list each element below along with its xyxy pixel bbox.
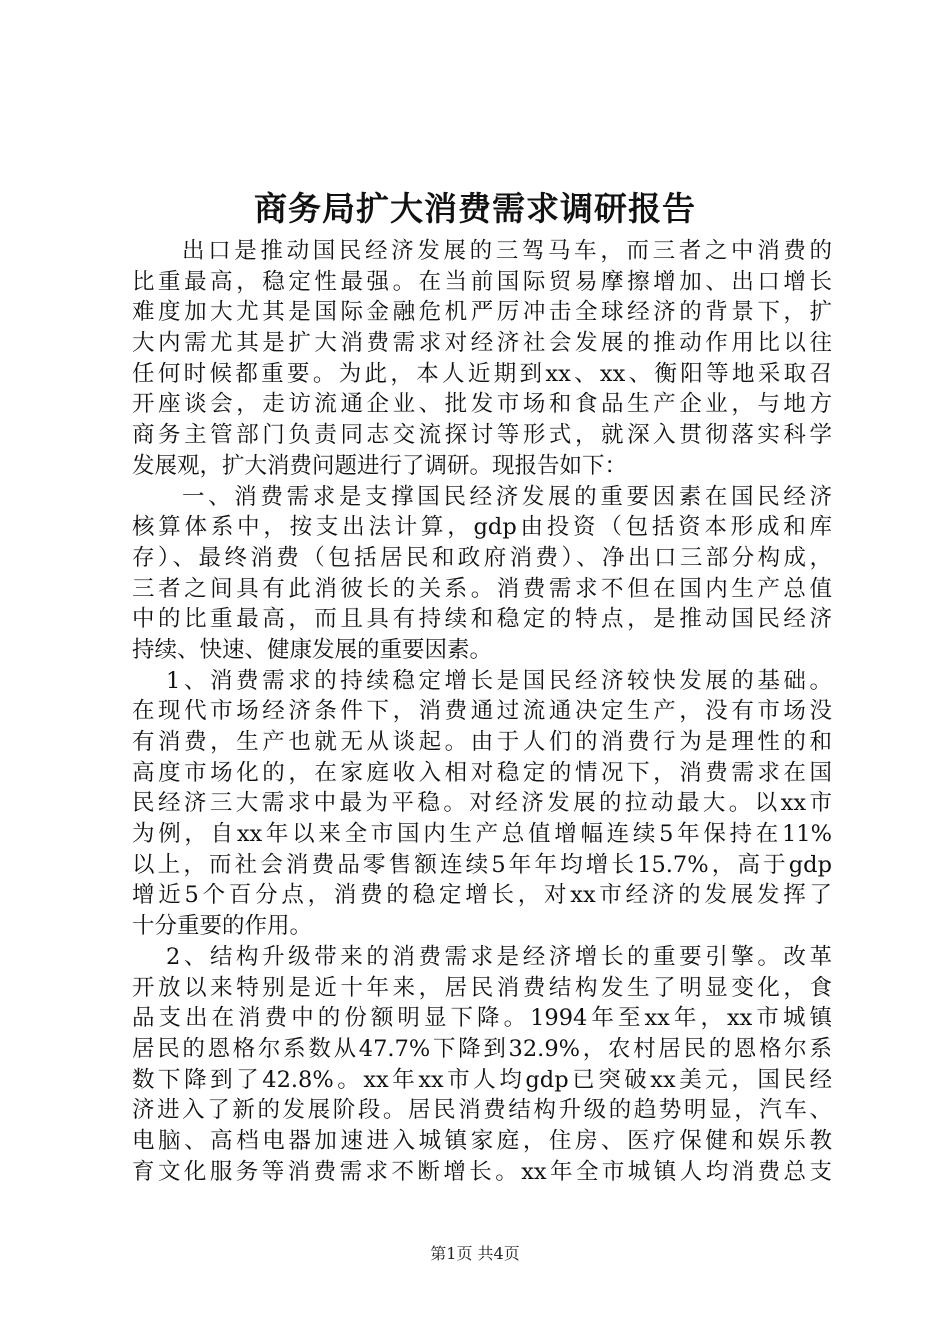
text-line: 增近5个百分点，消费的稳定增长，对xx市经济的发展发挥了 xyxy=(132,882,832,909)
text-line: 育文化服务等消费需求不断增长。xx年全市城镇人均消费总支 xyxy=(132,1158,832,1185)
text-line: 大内需尤其是扩大消费需求对经济社会发展的推动作用比以往 xyxy=(132,330,832,357)
text-line: 持续、快速、健康发展的重要因素。 xyxy=(132,636,493,663)
text-line: 开放以来特别是近十年来，居民消费结构发生了明显变化，食 xyxy=(132,974,832,1001)
text-line: 1、消费需求的持续稳定增长是国民经济较快发展的基础。 xyxy=(166,667,832,694)
text-line: 以上，而社会消费品零售额连续5年年均增长15.7%，高于gdp xyxy=(132,851,832,878)
text-line: 济进入了新的发展阶段。居民消费结构升级的趋势明显，汽车、 xyxy=(132,1097,832,1124)
text-line: 民经济三大需求中最为平稳。对经济发展的拉动最大。以xx市 xyxy=(132,790,832,817)
text-line: 核算体系中，按支出法计算，gdp由投资（包括资本形成和库 xyxy=(132,514,832,541)
text-line: 有消费，生产也就无从谈起。由于人们的消费行为是理性的和 xyxy=(132,729,832,755)
text-line: 为例，自xx年以来全市国内生产总值增幅连续5年保持在11% xyxy=(132,821,832,848)
text-line: 存）、最终消费（包括居民和政府消费）、净出口三部分构成， xyxy=(132,544,832,571)
text-line: 中的比重最高，而且具有持续和稳定的特点，是推动国民经济 xyxy=(132,606,832,633)
document-body xyxy=(132,236,832,1187)
text-line: 数下降到了42.8%。xx年xx市人均gdp已突破xx美元，国民经 xyxy=(132,1066,832,1093)
text-line: 2、结构升级带来的消费需求是经济增长的重要引擎。改革 xyxy=(166,943,832,970)
page-footer: 第1页 共4页 xyxy=(430,1244,520,1263)
text-line: 商务主管部门负责同志交流探讨等形式，就深入贯彻落实科学 xyxy=(132,422,832,449)
text-line: 开座谈会，走访流通企业、批发市场和食品生产企业，与地方 xyxy=(132,391,832,418)
text-line: 高度市场化的，在家庭收入相对稳定的情况下，消费需求在国 xyxy=(132,759,832,786)
text-line: 在现代市场经济条件下，消费通过流通决定生产，没有市场没 xyxy=(132,698,832,725)
text-line: 难度加大尤其是国际金融危机严厉冲击全球经济的背景下，扩 xyxy=(132,299,832,326)
text-line: 三者之间具有此消彼长的关系。消费需求不但在国内生产总值 xyxy=(132,575,832,602)
text-line: 比重最高，稳定性最强。在当前国际贸易摩擦增加、出口增长 xyxy=(132,268,832,295)
text-line: 电脑、高档电器加速进入城镇家庭，住房、医疗保健和娱乐教 xyxy=(132,1127,832,1154)
text-line: 出口是推动国民经济发展的三驾马车，而三者之中消费的 xyxy=(182,238,832,264)
text-line: 发展观，扩大消费问题进行了调研。现报告如下： xyxy=(132,452,628,479)
text-line: 十分重要的作用。 xyxy=(132,913,313,940)
text-line: 居民的恩格尔系数从47.7%下降到32.9%，农村居民的恩格尔系 xyxy=(132,1035,832,1062)
text-line: 任何时候都重要。为此，本人近期到xx、xx、衡阳等地采取召 xyxy=(132,360,832,387)
text-line: 一、消费需求是支撑国民经济发展的重要因素在国民经济 xyxy=(182,483,832,510)
document-title: 商务局扩大消费需求调研报告 xyxy=(254,189,696,228)
text-line: 品支出在消费中的份额明显下降。1994年至xx年，xx市城镇 xyxy=(132,1005,832,1032)
